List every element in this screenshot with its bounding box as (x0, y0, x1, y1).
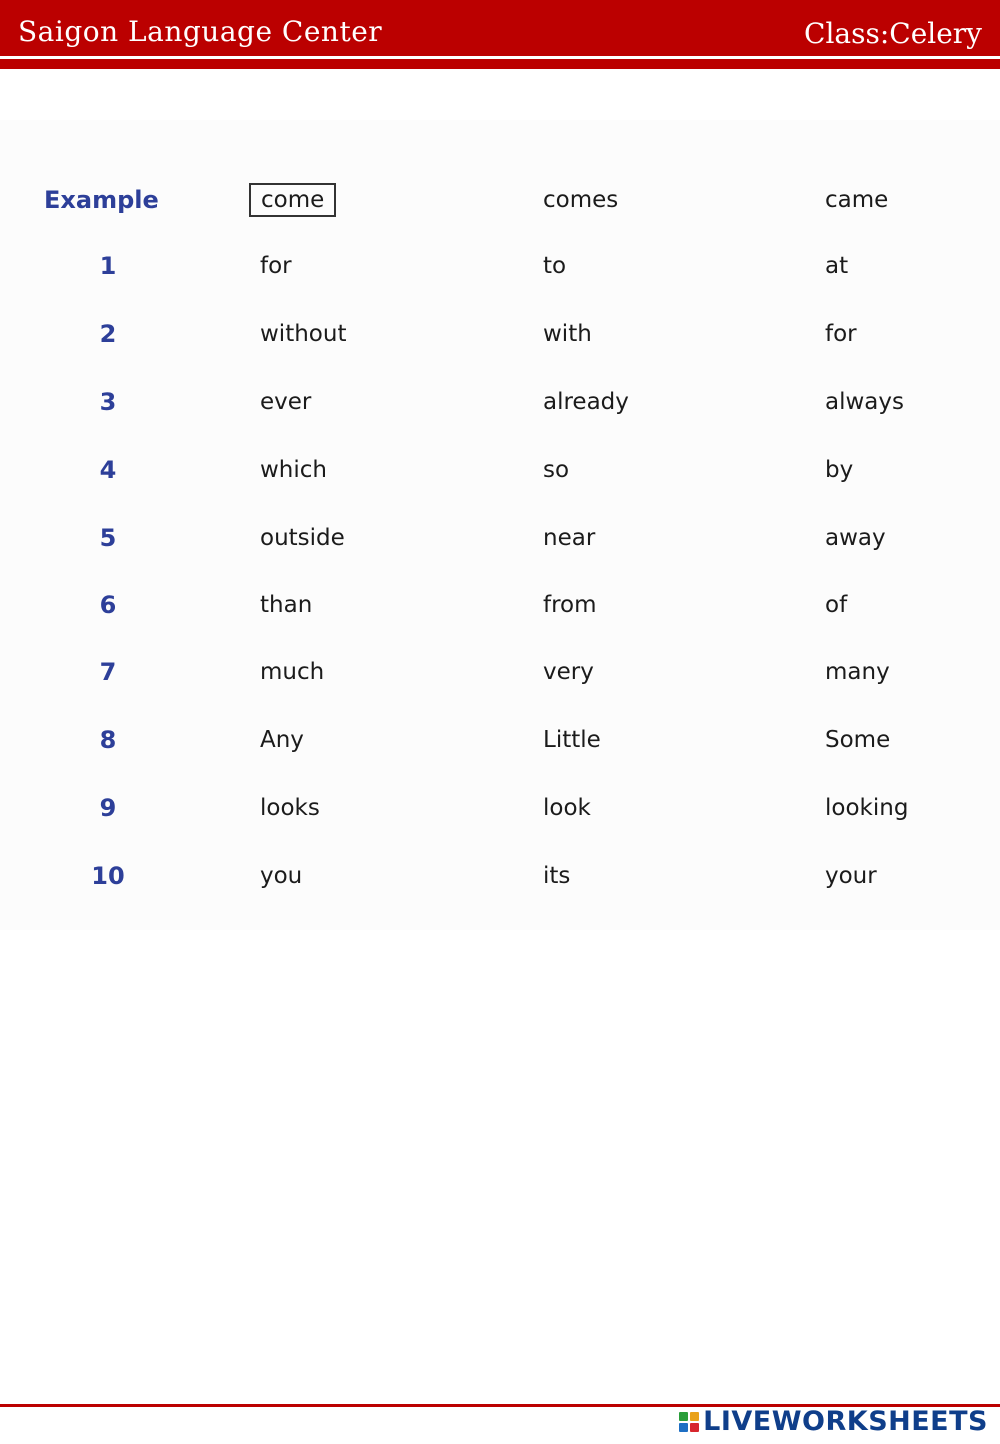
answer-option[interactable]: for (260, 253, 292, 279)
question-row (0, 585, 1000, 625)
question-number: 10 (91, 862, 125, 890)
answer-option[interactable]: very (543, 659, 594, 685)
answer-option[interactable]: looking (825, 795, 909, 821)
question-number: 9 (99, 794, 117, 822)
liveworksheets-logo (679, 1406, 988, 1438)
answer-option[interactable]: without (260, 321, 347, 347)
answer-option[interactable]: Any (260, 727, 304, 753)
answer-option[interactable]: much (260, 659, 325, 685)
question-number: 1 (99, 252, 117, 280)
answer-option[interactable]: to (543, 253, 567, 279)
example-option: comes (543, 187, 619, 213)
question-number: 8 (99, 726, 117, 754)
worksheet-table (0, 120, 1000, 930)
answer-option[interactable]: already (543, 389, 629, 415)
answer-option[interactable]: outside (260, 525, 345, 551)
question-number: 4 (99, 456, 117, 484)
answer-option[interactable]: so (543, 457, 570, 483)
answer-option[interactable]: Little (543, 727, 601, 753)
answer-option[interactable]: many (825, 659, 890, 685)
question-number: 3 (99, 388, 117, 416)
example-row (0, 180, 1000, 220)
question-number: 7 (99, 658, 117, 686)
answer-option[interactable]: near (543, 525, 596, 551)
answer-option[interactable]: for (825, 321, 857, 347)
answer-option[interactable]: away (825, 525, 886, 551)
example-option: came (825, 187, 889, 213)
question-row (0, 788, 1000, 828)
answer-option[interactable]: look (543, 795, 591, 821)
question-row (0, 450, 1000, 490)
liveworksheets-logo-icon (679, 1412, 699, 1432)
question-row (0, 314, 1000, 354)
answer-option[interactable]: your (825, 863, 877, 889)
example-answer-boxed: come (249, 183, 336, 217)
answer-option[interactable]: always (825, 389, 904, 415)
answer-option[interactable]: at (825, 253, 849, 279)
question-row (0, 382, 1000, 422)
answer-option[interactable]: of (825, 592, 848, 618)
answer-option[interactable]: Some (825, 727, 891, 753)
answer-option[interactable]: than (260, 592, 313, 618)
question-number: 6 (99, 591, 117, 619)
question-row (0, 856, 1000, 896)
answer-option[interactable]: you (260, 863, 303, 889)
answer-option[interactable]: its (543, 863, 571, 889)
answer-option[interactable]: which (260, 457, 328, 483)
school-name: Saigon Language Center (18, 15, 383, 48)
question-number: 5 (99, 524, 117, 552)
question-row (0, 246, 1000, 286)
header-divider (0, 59, 1000, 69)
answer-option[interactable]: with (543, 321, 592, 347)
answer-option[interactable]: from (543, 592, 597, 618)
question-row (0, 652, 1000, 692)
answer-option[interactable]: looks (260, 795, 320, 821)
question-number: 2 (99, 320, 117, 348)
logo-text: LIVEWORKSHEETS (703, 1406, 988, 1437)
example-label: Example (44, 186, 159, 214)
answer-option[interactable]: by (825, 457, 854, 483)
question-row (0, 518, 1000, 558)
answer-option[interactable]: ever (260, 389, 312, 415)
question-row (0, 720, 1000, 760)
class-label: Class:Celery (804, 17, 982, 50)
header-bar (0, 0, 1000, 56)
